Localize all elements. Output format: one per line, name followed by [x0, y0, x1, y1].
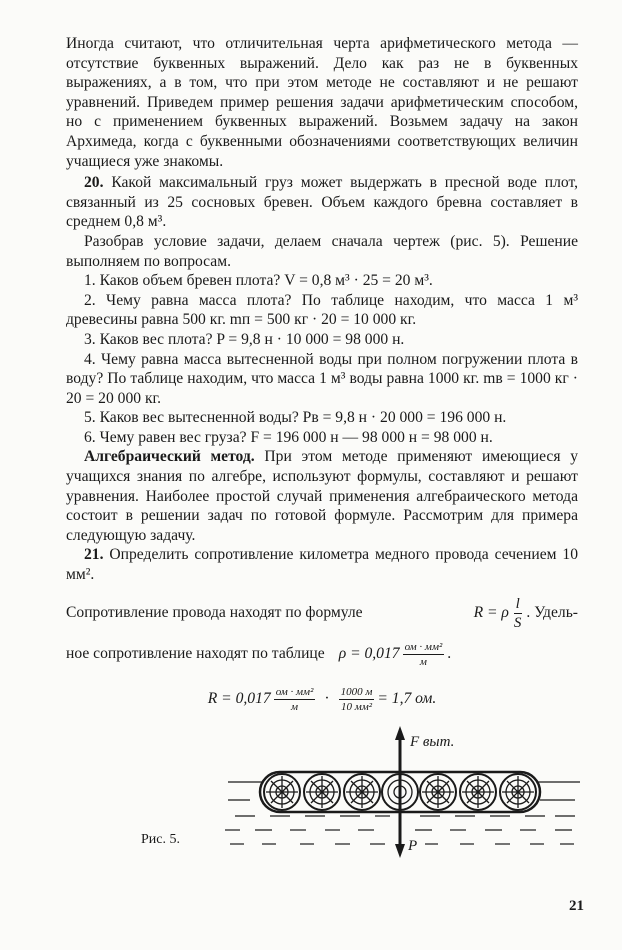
step-2: 2. Чему равна масса плота? По таблице находим, что масса 1 м³ древесины равна 500 кг. mп = 500 кг · 20 = 10 000 кг. — [66, 291, 578, 329]
formula-2-lhs: ρ = 0,017 — [338, 645, 400, 663]
problem-20-number: 20. — [84, 174, 104, 192]
formula-3-denominator-1: м — [291, 700, 299, 713]
formula-1-lhs: R = ρ — [473, 604, 509, 622]
problem-21-number: 21. — [84, 546, 104, 564]
page-number: 21 — [569, 898, 584, 914]
formula-line-2: ное сопротивление находят по таблице ρ = 0,017 $\frac{\text{ом · мм²}}{м}$ . — [66, 640, 452, 668]
formula-2-fraction — [403, 640, 445, 669]
step-3: 3. Каков вес плота? P = 9,8 н · 10 000 = 98 000 н. — [84, 330, 405, 348]
formula-2-denominator: м — [419, 655, 427, 668]
intro-paragraph: Иногда считают, что отличительная черта арифметического метода — отсутствие буквенных выражений. Дело как раз не в буквенных выражениях, а в том, что при этом методе не составляют и не решают уравнений. Приведем пример решения задачи арифметическим способом, но с применением буквенных выражений. Возьмем задачу на закон Архимеда, когда с буквенными обозначениями соответствующих величин учащиеся уже знакомы. — [66, 35, 578, 170]
formula-3-rhs: = 1,7 ом. — [377, 690, 437, 708]
formula-line-1 — [66, 595, 578, 632]
formula-2-text: ное сопротивление находят по таблице — [66, 645, 325, 663]
raft-figure — [210, 724, 590, 864]
problem-20 — [66, 173, 578, 232]
step-1: 1. Каков объем бревен плота? V = 0,8 м³ · 25 = 20 м³. — [84, 272, 433, 290]
formula-3-fraction-1 — [274, 685, 316, 714]
problem-21 — [66, 545, 578, 584]
formula-2-numerator: ом · мм² — [404, 640, 443, 653]
formula-1-after: . Удель- — [526, 604, 578, 622]
formula-3-lhs: R = 0,017 — [207, 690, 271, 708]
formula-line-3 — [66, 685, 578, 714]
problem-20-text: Какой максимальный груз может выдержать в пресной воде плот, связанный из 25 сосновых бревен. Объем каждого бревна составляет в среднем 0,8 м³. — [66, 174, 578, 231]
formula-3-denominator-2: 10 мм² — [340, 700, 373, 713]
formula-3-dot: · — [324, 690, 330, 708]
algebraic-method-text: При этом методе применяют имеющиеся у учащихся знания по алгебре, используют формулы, составляют и решают уравнения. Наиболее простой случай применения алгебраического метода состоит в решении задач по готовой формуле. Рассмотрим для примера следующую задачу. — [66, 448, 579, 544]
figure-caption: Рис. 5. — [141, 832, 180, 847]
step-5: 5. Каков вес вытесненной воды? Pв = 9,8 н · 20 000 = 196 000 н. — [84, 409, 507, 427]
formula-1-fraction — [512, 595, 524, 632]
step-6: 6. Чему равен вес груза? F = 196 000 н — 98 000 н = 98 000 н. — [84, 428, 493, 446]
formula-3-fraction-2 — [339, 685, 375, 714]
weight-label: P — [408, 838, 418, 854]
formula-3-numerator-1: ом · мм² — [275, 685, 314, 698]
formula-1-denominator: S — [513, 614, 522, 631]
solution-intro: Разобрав условие задачи, делаем сначала чертеж (рис. 5). Решение выполняем по вопросам. — [66, 232, 578, 270]
arrow-up-icon — [395, 726, 405, 740]
algebraic-method — [66, 447, 578, 545]
step-4: 4. Чему равна масса вытесненной воды при полном погружении плота в воду? По таблице находим, что масса 1 м³ воды равна 1000 кг. mв = 1000 кг · 20 = 20 000 кг. — [66, 350, 578, 407]
formula-1-text: Сопротивление провода находят по формуле — [66, 604, 363, 622]
formula-1-numerator: l — [515, 595, 520, 612]
arrow-down-icon — [395, 844, 405, 858]
formula-3-numerator-2: 1000 м — [340, 685, 373, 698]
problem-21-text: Определить сопротивление километра медного провода сечением 10 мм². — [66, 546, 578, 584]
buoyancy-label: F выт. — [410, 734, 455, 750]
algebraic-method-heading: Алгебраический метод. — [84, 448, 255, 466]
